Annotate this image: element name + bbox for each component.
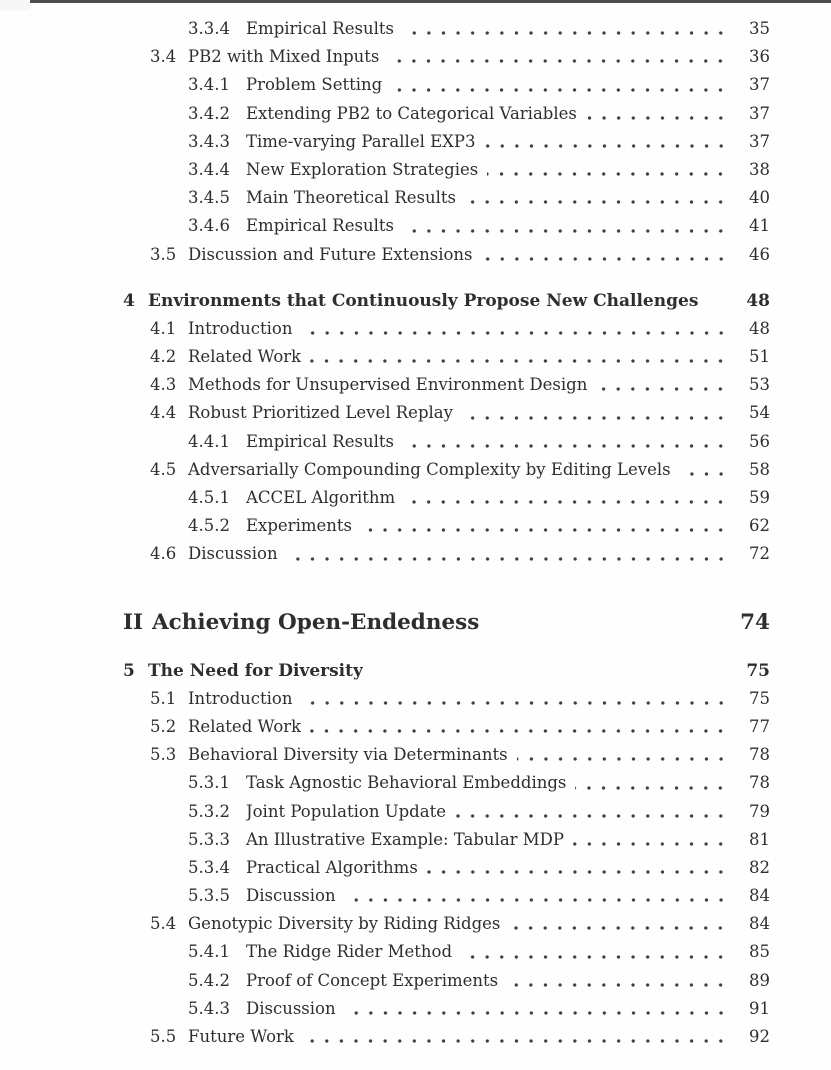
- toc-entry-II[interactable]: [123, 606, 770, 640]
- toc-entry-page: 81: [749, 829, 770, 849]
- toc-leader-dots: [404, 484, 728, 512]
- toc-leader-dots: [310, 343, 728, 371]
- toc-leader-dots: [573, 826, 728, 854]
- toc-entry-number: 3.5: [150, 244, 177, 264]
- toc-entry-3-5[interactable]: [123, 241, 770, 269]
- toc-entry-title: Discussion: [246, 998, 336, 1018]
- toc-leader-dots: [517, 741, 728, 769]
- toc-entry-number: 3.3.4: [188, 19, 230, 38]
- toc-entry-page: 37: [749, 131, 770, 151]
- toc-entry-title: Related Work: [188, 716, 302, 736]
- toc-entry-5-3-4[interactable]: [123, 854, 770, 882]
- toc-entry-number: 4.4.1: [188, 431, 230, 451]
- toc-entry-page: 84: [749, 914, 770, 934]
- toc-entry-title: Environments that Continuously Propose New Challenges: [148, 290, 699, 311]
- toc-entry-page: 48: [746, 290, 770, 311]
- toc-entry-number: 5.3: [150, 745, 177, 765]
- toc-entry-page: 74: [740, 609, 770, 635]
- toc-entry-title: An Illustrative Example: Tabular MDP: [246, 829, 565, 849]
- toc-entry-page: 75: [746, 660, 770, 681]
- toc-entry-5-4-1[interactable]: [123, 938, 770, 966]
- toc-entry-number: 5.3.1: [188, 773, 230, 793]
- toc-entry-number: 4: [123, 290, 135, 311]
- toc-leader-dots: [482, 241, 728, 269]
- toc-leader-dots: [403, 428, 728, 456]
- toc-entry-page: 79: [749, 801, 770, 821]
- toc-entry-number: 5.1: [150, 688, 177, 708]
- toc-entry-number: 4.6: [150, 544, 177, 564]
- toc-entry-page: 40: [749, 188, 770, 208]
- toc-heading-spacer: [479, 606, 734, 640]
- toc-leader-dots: [485, 128, 728, 156]
- toc-leader-dots: [680, 456, 728, 484]
- toc-entry-3-4-3[interactable]: [123, 128, 770, 156]
- toc-entry-number: 3.4: [150, 47, 177, 67]
- toc-entry-title: Behavioral Diversity via Determinants: [188, 745, 508, 765]
- toc-entry-title: Task Agnostic Behavioral Embeddings: [246, 773, 567, 793]
- toc-heading-spacer: [363, 657, 734, 685]
- toc-entry-5-5[interactable]: [123, 1023, 770, 1051]
- toc-leader-dots: [302, 685, 729, 713]
- toc-entry-title: Genotypic Diversity by Riding Ridges: [188, 914, 501, 934]
- toc-entry-number: 3.4.3: [188, 131, 230, 151]
- toc-entry-5-4-3[interactable]: [123, 995, 770, 1023]
- toc-entry-page: 51: [749, 347, 770, 367]
- toc-entry-number: 4.5.1: [188, 488, 230, 507]
- toc-entry-number: 4.5: [150, 459, 177, 479]
- toc-leader-dots: [287, 540, 728, 568]
- toc-leader-dots: [345, 882, 728, 910]
- toc-entry-3-4-6[interactable]: [123, 212, 770, 240]
- toc-entry-title: Joint Population Update: [246, 801, 446, 821]
- toc-entry-number: II: [123, 609, 144, 635]
- toc-leader-dots: [575, 769, 728, 797]
- toc-leader-dots: [455, 798, 728, 826]
- toc-entry-3-4[interactable]: [123, 43, 770, 71]
- toc-entry-number: 3.4.1: [188, 75, 230, 95]
- toc-leader-dots: [586, 100, 728, 128]
- toc-entry-5-3-3[interactable]: [123, 826, 770, 854]
- toc-entry-page: 92: [749, 1027, 770, 1046]
- toc-entry-5-4[interactable]: [123, 910, 770, 938]
- toc-entry-page: 58: [749, 459, 770, 479]
- toc-entry-number: 5.3.2: [188, 801, 230, 821]
- toc-entry-page: 36: [749, 47, 770, 67]
- scan-edge-artifact: [30, 0, 831, 3]
- toc-leader-dots: [403, 212, 728, 240]
- toc-entry-number: 5.3.4: [188, 857, 230, 877]
- toc-entry-page: 84: [749, 886, 770, 906]
- toc-entry-page: 72: [749, 544, 770, 564]
- toc-entry-page: 78: [749, 745, 770, 765]
- toc-entry-4-4[interactable]: [123, 399, 770, 427]
- toc-entry-page: 89: [749, 970, 770, 990]
- toc-entry-5-3-1[interactable]: [123, 769, 770, 797]
- toc-entry-title: Achieving Open-Endedness: [152, 609, 480, 635]
- toc-leader-dots: [391, 71, 728, 99]
- toc-entry-page: 53: [749, 375, 770, 395]
- toc-entry-page: 75: [749, 688, 770, 708]
- toc-entry-title: ACCEL Algorithm: [246, 488, 396, 507]
- toc-entry-number: 5.5: [150, 1027, 177, 1046]
- toc-leader-dots: [427, 854, 728, 882]
- toc-entry-4-2[interactable]: [123, 343, 770, 371]
- toc-entry-page: 82: [749, 857, 770, 877]
- toc-entry-3-4-5[interactable]: [123, 184, 770, 212]
- scan-corner-artifact: [0, 0, 30, 10]
- toc-entry-number: 5.3.3: [188, 829, 230, 849]
- toc-entry-title: Future Work: [188, 1027, 294, 1046]
- toc-leader-dots: [462, 399, 728, 427]
- toc-entry-title: Robust Prioritized Level Replay: [188, 403, 453, 423]
- toc-entry-number: 3.4.4: [188, 159, 230, 179]
- toc-heading-spacer: [698, 287, 734, 315]
- toc-leader-dots: [361, 512, 728, 540]
- toc-leader-dots: [302, 315, 729, 343]
- toc-entry-title: New Exploration Strategies: [246, 159, 479, 179]
- toc-entry-page: 85: [749, 942, 770, 962]
- toc-entry-number: 3.4.6: [188, 216, 230, 236]
- toc-entry-page: 46: [749, 244, 770, 264]
- toc-entry-page: 91: [749, 998, 770, 1018]
- toc-entry-title: Problem Setting: [246, 75, 383, 95]
- toc-entry-page: 48: [749, 318, 770, 338]
- toc-entry-title: Discussion: [246, 886, 336, 906]
- toc-entry-title: Empirical Results: [246, 216, 394, 236]
- toc-entry-4-5[interactable]: [123, 456, 770, 484]
- toc-entry-number: 4.5.2: [188, 516, 230, 536]
- toc-entry-page: 35: [749, 19, 770, 38]
- toc-entry-page: 37: [749, 75, 770, 95]
- toc-entry-number: 4.2: [150, 347, 177, 367]
- toc-entry-page: 56: [749, 431, 770, 451]
- toc-entry-5-2[interactable]: [123, 713, 770, 741]
- toc-entry-page: 78: [749, 773, 770, 793]
- toc-entry-title: Empirical Results: [246, 19, 394, 38]
- table-of-contents: [123, 15, 770, 1051]
- toc-entry-title: Adversarially Compounding Complexity by Editing Levels: [188, 459, 671, 479]
- toc-leader-dots: [509, 910, 728, 938]
- toc-entry-title: PB2 with Mixed Inputs: [188, 47, 380, 67]
- toc-entry-3-4-2[interactable]: [123, 100, 770, 128]
- toc-leader-dots: [403, 15, 728, 43]
- toc-entry-title: The Ridge Rider Method: [246, 942, 453, 962]
- toc-entry-title: Empirical Results: [246, 431, 394, 451]
- toc-entry-number: 3.4.5: [188, 188, 230, 208]
- toc-entry-title: Introduction: [188, 318, 293, 338]
- toc-entry-number: 5.3.5: [188, 886, 230, 906]
- toc-entry-3-3-4[interactable]: [123, 15, 770, 43]
- toc-leader-dots: [507, 967, 728, 995]
- toc-entry-number: 5.4.3: [188, 998, 230, 1018]
- toc-entry-5-3-2[interactable]: [123, 798, 770, 826]
- toc-entry-title: Experiments: [246, 516, 352, 536]
- toc-entry-page: 59: [749, 488, 770, 507]
- toc-leader-dots: [388, 43, 728, 71]
- toc-entry-number: 5: [123, 660, 135, 681]
- toc-entry-page: 62: [749, 516, 770, 536]
- toc-entry-4[interactable]: [123, 287, 770, 315]
- toc-entry-4-5-1[interactable]: [123, 484, 770, 512]
- toc-entry-5-3-5[interactable]: [123, 882, 770, 910]
- toc-entry-title: Time-varying Parallel EXP3: [246, 131, 476, 151]
- toc-entry-title: Extending PB2 to Categorical Variables: [246, 103, 577, 123]
- toc-entry-4-5-2[interactable]: [123, 512, 770, 540]
- toc-entry-4-3[interactable]: [123, 371, 770, 399]
- toc-entry-number: 5.4: [150, 914, 177, 934]
- toc-leader-dots: [461, 938, 728, 966]
- toc-entry-5-1[interactable]: [123, 685, 770, 713]
- toc-entry-number: 4.3: [150, 375, 177, 395]
- toc-entry-number: 3.4.2: [188, 103, 230, 123]
- toc-entry-title: Practical Algorithms: [246, 857, 418, 877]
- toc-entry-title: The Need for Diversity: [148, 660, 363, 681]
- toc-entry-number: 5.4.2: [188, 970, 230, 990]
- toc-entry-5-3[interactable]: [123, 741, 770, 769]
- toc-entry-page: 38: [749, 159, 770, 179]
- toc-entry-number: 5.2: [150, 716, 177, 736]
- toc-entry-title: Main Theoretical Results: [246, 188, 457, 208]
- toc-entry-3-4-1[interactable]: [123, 71, 770, 99]
- toc-entry-title: Proof of Concept Experiments: [246, 970, 499, 990]
- toc-entry-5[interactable]: [123, 657, 770, 685]
- toc-entry-number: 5.4.1: [188, 942, 230, 962]
- toc-entry-page: 77: [749, 716, 770, 736]
- toc-leader-dots: [345, 995, 728, 1023]
- toc-entry-title: Related Work: [188, 347, 302, 367]
- toc-entry-number: 4.1: [150, 318, 177, 338]
- toc-entry-number: 4.4: [150, 403, 177, 423]
- toc-leader-dots: [310, 713, 728, 741]
- toc-entry-3-4-4[interactable]: [123, 156, 770, 184]
- toc-leader-dots: [596, 371, 728, 399]
- toc-entry-4-6[interactable]: [123, 540, 770, 568]
- toc-entry-title: Discussion: [188, 544, 278, 564]
- toc-leader-dots: [487, 156, 728, 184]
- toc-leader-dots: [303, 1023, 728, 1051]
- toc-entry-title: Methods for Unsupervised Environment Design: [188, 375, 588, 395]
- toc-entry-page: 54: [749, 403, 770, 423]
- toc-entry-title: Discussion and Future Extensions: [188, 244, 473, 264]
- toc-entry-4-4-1[interactable]: [123, 428, 770, 456]
- toc-leader-dots: [465, 184, 728, 212]
- toc-entry-title: Introduction: [188, 688, 293, 708]
- toc-entry-4-1[interactable]: [123, 315, 770, 343]
- toc-entry-page: 41: [749, 216, 770, 236]
- toc-entry-5-4-2[interactable]: [123, 967, 770, 995]
- toc-entry-page: 37: [749, 103, 770, 123]
